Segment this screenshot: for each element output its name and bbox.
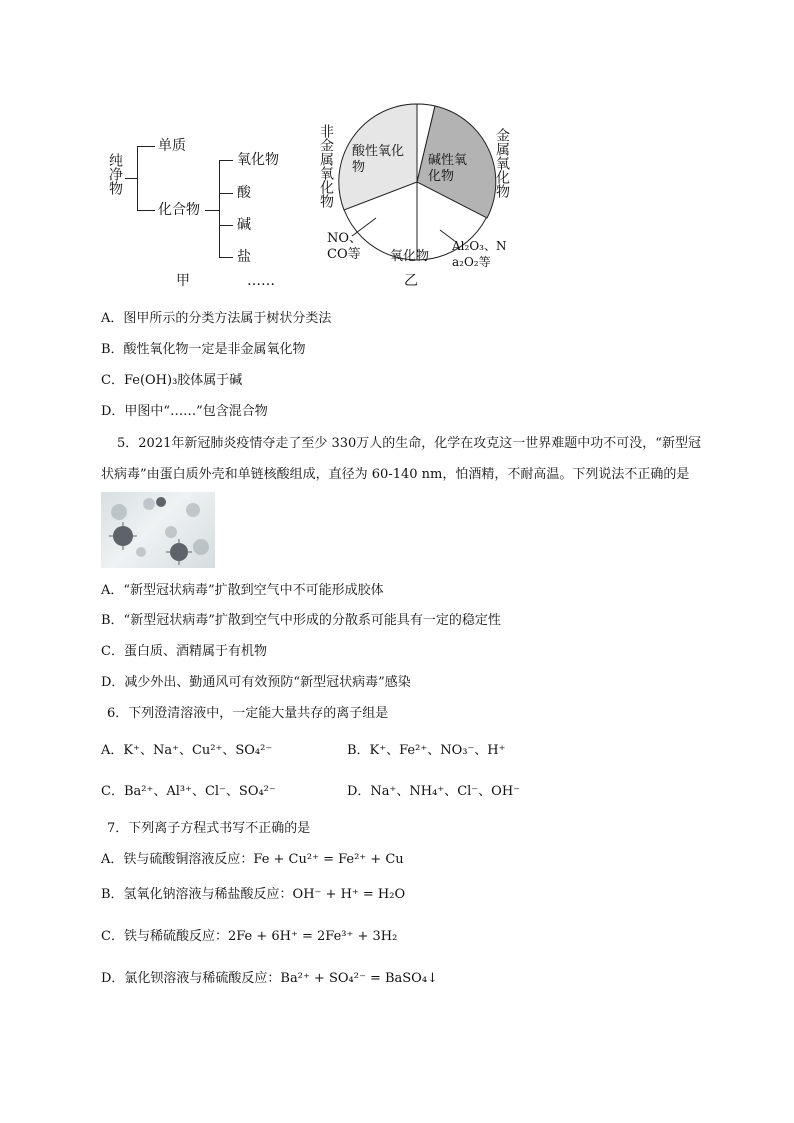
tree-leaf-base: 碱: [237, 217, 251, 233]
label-no-co: NO、CO等: [327, 231, 363, 262]
figure-yi-caption: 乙: [404, 273, 418, 289]
q7-option-d[interactable]: D．氯化钡溶液与稀硫酸反应：Ba²⁺ + SO₄²⁻ = BaSO₄↓: [101, 971, 438, 986]
q5-option-c[interactable]: C．蛋白质、酒精属于有机物: [101, 644, 267, 659]
label-metal-oxide: 金属氧化物: [494, 128, 510, 198]
virus-image: [101, 492, 215, 568]
q5-option-b[interactable]: B．“新型冠状病毒”扩散到空气中形成的分散系可能具有一定的稳定性: [101, 613, 501, 628]
q7-option-b[interactable]: B．氢氧化钠溶液与稀盐酸反应：OH⁻ + H⁺ = H₂O: [101, 887, 406, 902]
figure-jia-caption: 甲: [176, 273, 190, 289]
q6-option-a[interactable]: A．K⁺、Na⁺、Cu²⁺、SO₄²⁻: [101, 743, 273, 758]
tree-connector: [137, 210, 155, 211]
tree-root-pure-substance: 纯净物: [107, 153, 123, 195]
tree-connector: [125, 178, 137, 179]
label-basic-oxide-text: 碱性氧化物: [428, 153, 468, 184]
tree-connector: [219, 160, 220, 257]
q7-stem: 7．下列离子方程式书写不正确的是: [107, 821, 311, 836]
tree-leaf-acid: 酸: [237, 185, 251, 201]
q7-option-c[interactable]: C．铁与稀硫酸反应：2Fe + 6H⁺ = 2Fe³⁺ + 3H₂: [101, 929, 398, 944]
virus-illustration: [101, 492, 215, 568]
label-al2o3-na2o2: Al₂O₃、Na₂O₂等: [452, 239, 507, 269]
tree-connector: [219, 257, 233, 258]
tree-node-compound: 化合物: [158, 202, 200, 218]
tree-node-element: 单质: [158, 138, 186, 154]
tree-connector: [219, 225, 233, 226]
q4-option-b[interactable]: B．酸性氧化物一定是非金属氧化物: [101, 342, 306, 357]
q4-option-c[interactable]: C．Fe(OH)₃胶体属于碱: [101, 373, 243, 388]
tree-connector: [137, 146, 138, 210]
tree-connector: [219, 160, 233, 161]
q6-option-d[interactable]: D．Na⁺、NH₄⁺、Cl⁻、OH⁻: [347, 784, 521, 799]
tree-leaf-ellipsis: ……: [247, 273, 275, 289]
q6-option-c[interactable]: C．Ba²⁺、Al³⁺、Cl⁻、SO₄²⁻: [101, 784, 276, 799]
label-basic-oxide: [428, 153, 476, 185]
q5-stem-line1: 5．2021年新冠肺炎疫情夺走了至少 330万人的生命，化学在攻克这一世界难题中功不可没，“新型冠: [117, 436, 701, 451]
label-acidic-oxide: [352, 144, 432, 176]
tree-connector: [219, 193, 233, 194]
q7-option-a[interactable]: A．铁与硫酸铜溶液反应：Fe + Cu²⁺ = Fe²⁺ + Cu: [101, 852, 404, 867]
label-nonmetal-oxide: 非金属氧化物: [318, 124, 334, 208]
label-oxide-center: 氧化物: [390, 249, 430, 264]
q5-option-a[interactable]: A．“新型冠状病毒”扩散到空气中不可能形成胶体: [101, 583, 384, 598]
q5-stem-line2: 状病毒”由蛋白质外壳和单链核酸组成，直径为 60-140 nm，怕酒精，不耐高温。下列说法不正确的是: [101, 467, 690, 482]
tree-leaf-salt: 盐: [237, 249, 251, 265]
tree-leaf-oxide: 氧化物: [237, 152, 279, 168]
q5-option-d[interactable]: D．减少外出、勤通风可有效预防“新型冠状病毒”感染: [101, 675, 411, 690]
q4-option-a[interactable]: A．图甲所示的分类方法属于树状分类法: [101, 311, 332, 326]
label-acidic-oxide-text: 酸性氧化物: [352, 144, 405, 175]
q6-stem: 6．下列澄清溶液中，一定能大量共存的离子组是: [107, 706, 389, 721]
q6-option-b[interactable]: B．K⁺、Fe²⁺、NO₃⁻、H⁺: [347, 743, 506, 758]
tree-connector: [137, 146, 155, 147]
q4-option-d[interactable]: D．甲图中“……”包含混合物: [101, 404, 268, 419]
tree-connector: [205, 210, 219, 211]
